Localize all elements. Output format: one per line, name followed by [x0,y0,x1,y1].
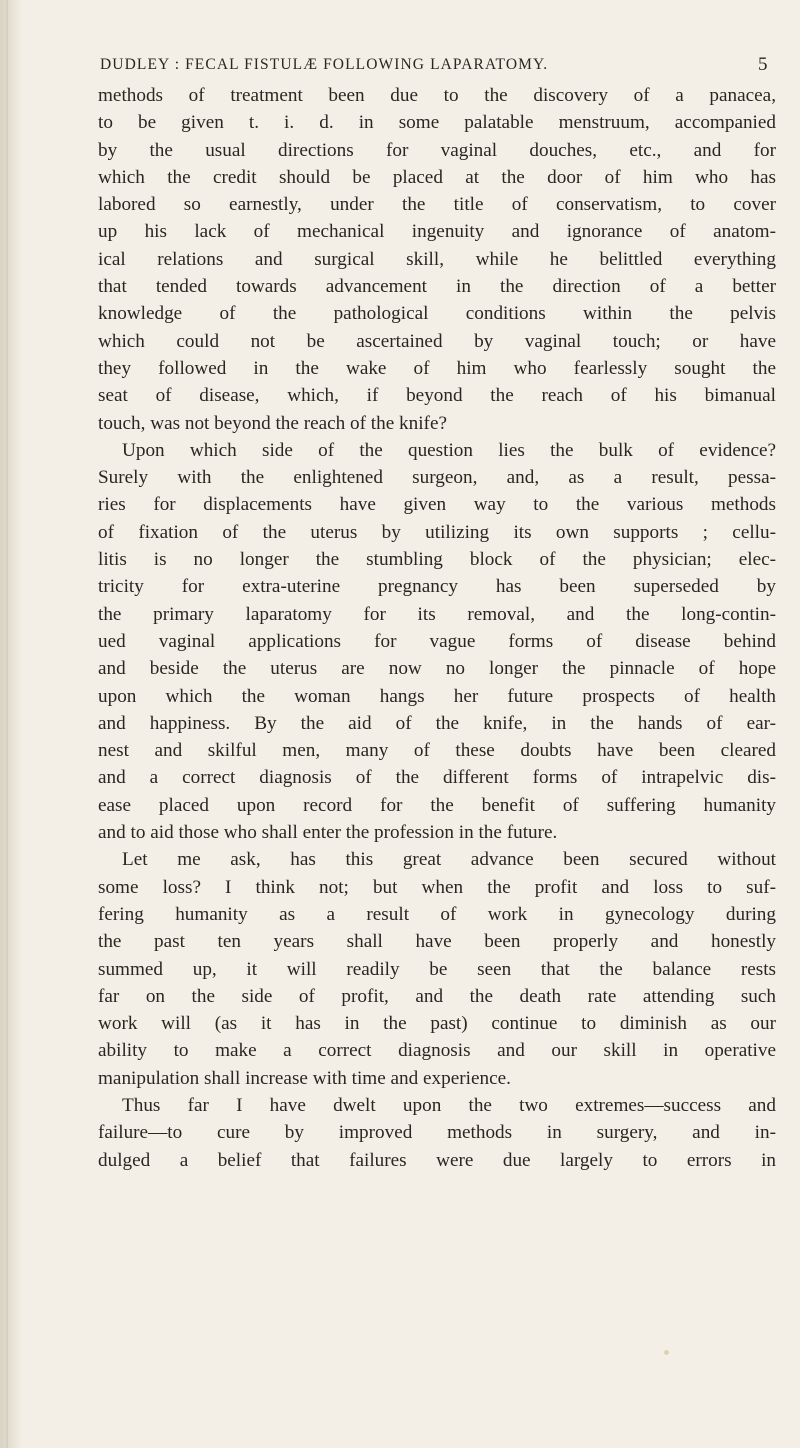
text-line: far on the side of profit, and the death rate attending such [98,985,776,1007]
text-line: work will (as it has in the past) continue to diminish as our [98,1013,776,1035]
text-line: ries for displacements have given way to the various methods [98,494,776,516]
text-line: dulged a belief that failures were due largely to errors in [98,1149,776,1171]
paragraph-start-line: Thus far I have dwelt upon the two extremes—success and [122,1094,776,1116]
text-line: seat of disease, which, if beyond the reach of his bimanual [98,385,776,407]
text-line: ease placed upon record for the benefit of suffering humanity [98,794,776,816]
text-line: ability to make a correct diagnosis and our skill in operative [98,1040,776,1062]
text-line: ical relations and surgical skill, while he belittled everything [98,248,776,270]
text-line: manipulation shall increase with time and experience. [98,1067,511,1089]
text-line: by the usual directions for vaginal douches, etc., and for [98,139,776,161]
running-title: DUDLEY : FECAL FISTULÆ FOLLOWING LAPARATOMY. [100,56,549,73]
text-line: that tended towards advancement in the direction of a better [98,276,776,298]
text-line: upon which the woman hangs her future prospects of health [98,685,776,707]
text-line: and happiness. By the aid of the knife, in the hands of ear- [98,712,776,734]
text-line: Surely with the enlightened surgeon, and, as a result, pessa- [98,467,776,489]
page-edge-shadow [0,0,22,1448]
page-number: 5 [758,54,768,75]
paragraph-start-line: Upon which side of the question lies the bulk of evidence? [122,439,776,461]
text-line: and beside the uterus are now no longer the pinnacle of hope [98,658,776,680]
text-line: methods of treatment been due to the discovery of a panacea, [98,85,776,106]
text-line: nest and skilful men, many of these doubts have been cleared [98,740,776,762]
text-line: summed up, it will readily be seen that the balance rests [98,958,776,980]
text-line: up his lack of mechanical ingenuity and ignorance of anatom- [98,221,776,243]
text-line: touch, was not beyond the reach of the knife? [98,412,447,434]
paragraph-start-line: Let me ask, has this great advance been secured without [122,849,776,871]
text-line: which could not be ascertained by vaginal touch; or have [98,330,776,352]
text-line: litis is no longer the stumbling block of the physician; elec- [98,549,776,571]
text-line: the primary laparatomy for its removal, and the long-contin- [98,603,776,625]
binding-crease [6,0,8,1448]
text-line: and to aid those who shall enter the profession in the future. [98,822,558,844]
body-text [98,82,776,1174]
text-line: ued vaginal applications for vague forms of disease behind [98,630,776,652]
text-line: to be given t. i. d. in some palatable menstruum, accompanied [98,112,776,134]
text-line: some loss? I think not; but when the profit and loss to suf- [98,876,776,898]
text-line: and a correct diagnosis of the different forms of intrapelvic dis- [98,767,776,789]
text-line: failure—to cure by improved methods in surgery, and in- [98,1122,776,1144]
text-line: knowledge of the pathological conditions within the pelvis [98,303,776,325]
text-line: they followed in the wake of him who fearlessly sought the [98,357,776,379]
text-line: which the credit should be placed at the door of him who has [98,166,776,188]
text-line: fering humanity as a result of work in gynecology during [98,903,776,925]
text-line: of fixation of the uterus by utilizing its own supports ; cellu- [98,521,776,543]
paper-speck [664,1350,669,1355]
running-head [0,56,800,84]
text-line: labored so earnestly, under the title of conservatism, to cover [98,194,776,216]
text-line: tricity for extra-uterine pregnancy has been superseded by [98,576,776,598]
text-line: the past ten years shall have been properly and honestly [98,931,776,953]
